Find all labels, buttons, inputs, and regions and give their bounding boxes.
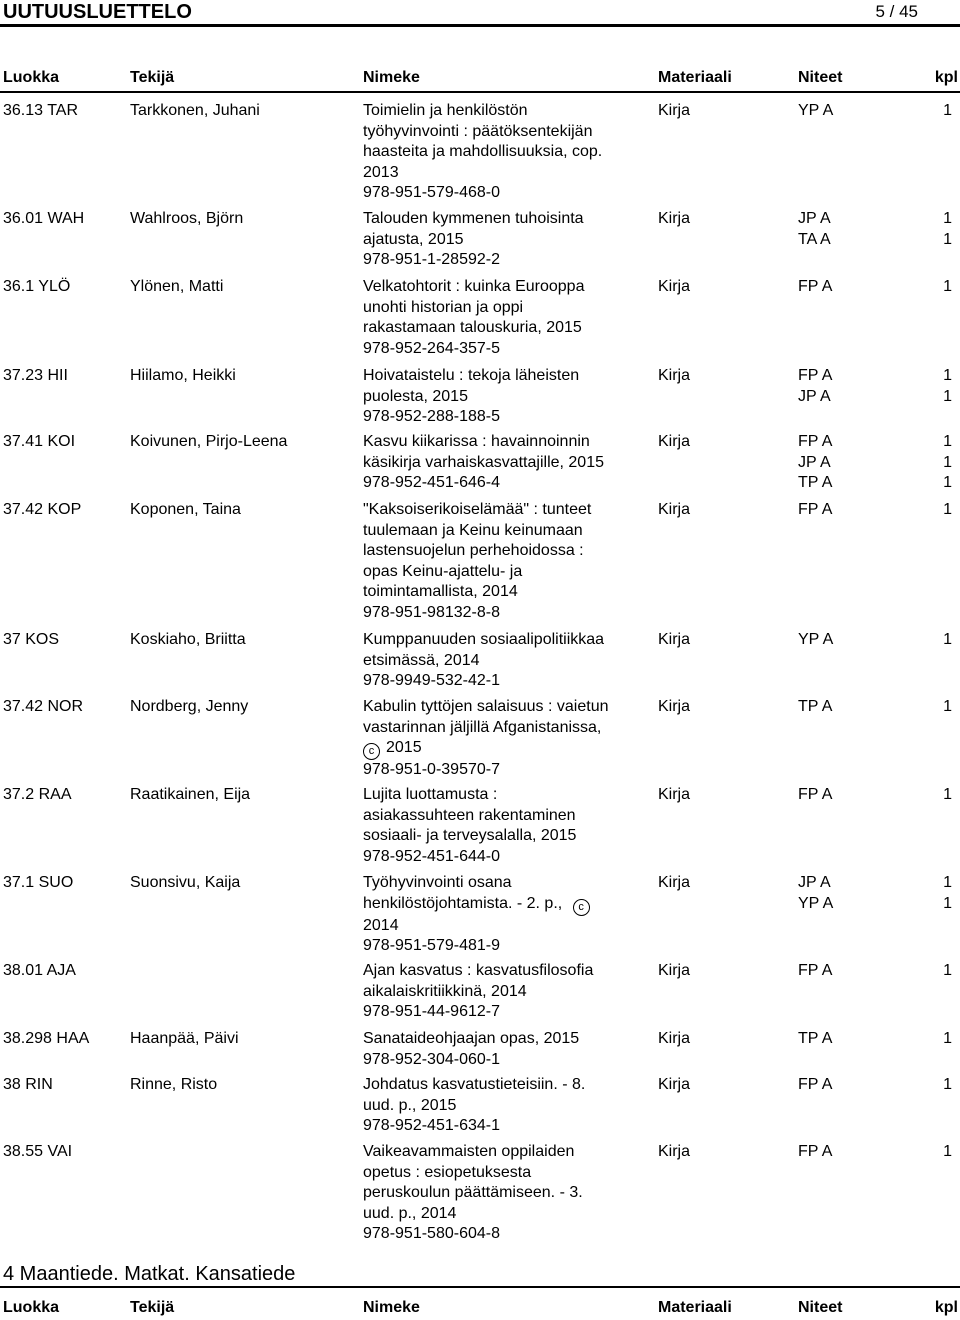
author: Rinne, Risto: [130, 1076, 218, 1093]
title-block: [363, 697, 653, 781]
isbn: 978-951-1-28592-2: [363, 251, 500, 269]
copies-location: [798, 1142, 832, 1163]
material-type: Kirja: [658, 367, 691, 384]
title-line: Velkatohtorit : kuinka Eurooppa: [363, 278, 585, 295]
copy-count-value: 1: [943, 631, 952, 648]
author: Wahlroos, Björn: [130, 210, 244, 227]
author: Ylönen, Matti: [130, 278, 224, 295]
copy-count-value: 1: [943, 1076, 952, 1093]
column-header-luokka: Luokka: [3, 1299, 60, 1316]
title-block: [363, 1075, 653, 1137]
material-type: Kirja: [658, 210, 691, 227]
material-type: Kirja: [658, 433, 691, 450]
title-block: [363, 1029, 653, 1070]
column-header-niteet: Niteet: [798, 1299, 843, 1316]
title-line: työhyvinvointi : päätöksentekijän: [363, 122, 593, 140]
copy-location: FP A: [798, 786, 833, 803]
section-rule: [0, 1286, 960, 1288]
material-type: Kirja: [658, 278, 691, 295]
title-line: lastensuojelun perhehoidossa :: [363, 542, 584, 560]
copies-location: [798, 500, 832, 521]
isbn: 978-951-580-604-8: [363, 1225, 500, 1243]
class-code: 37.41 KOI: [3, 433, 76, 450]
copy-count-value: 1: [943, 474, 952, 492]
copy-count-value: 1: [943, 387, 952, 405]
title-block: [363, 500, 653, 624]
copy-count: [943, 209, 952, 250]
author: Hiilamo, Heikki: [130, 367, 236, 384]
column-header-materiaali: Materiaali: [658, 1299, 732, 1316]
copy-count-value: 1: [943, 102, 952, 119]
copy-count: [943, 101, 952, 122]
material-type: Kirja: [658, 962, 691, 979]
material-type: Kirja: [658, 698, 691, 715]
title-line: unohti historian ja oppi: [363, 298, 524, 316]
copy-location: FP A: [798, 1143, 833, 1160]
title-line: Johdatus kasvatustieteisiin. - 8.: [363, 1076, 586, 1093]
title-line: Työhyvinvointi osana: [363, 874, 512, 891]
copy-location: TP A: [798, 1030, 833, 1047]
copies-location: [798, 697, 832, 718]
copy-location: FP A: [798, 501, 833, 518]
copy-location: TA A: [798, 230, 831, 248]
title-line: 2014: [363, 916, 399, 934]
class-code: 37.42 NOR: [3, 698, 84, 715]
title-line: Toimielin ja henkilöstön: [363, 102, 528, 119]
title-block: [363, 432, 653, 494]
class-code: 38.298 HAA: [3, 1030, 90, 1047]
title-line: uud. p., 2014: [363, 1204, 457, 1222]
copy-count-value: 1: [943, 367, 952, 384]
isbn: 978-952-451-646-4: [363, 474, 500, 492]
copy-location: JP A: [798, 210, 831, 227]
copies-location: [798, 961, 832, 982]
copy-location: YP A: [798, 102, 834, 119]
copy-count: [943, 961, 952, 982]
title-text: henkilöstöjohtamista. - 2. p.,: [363, 894, 567, 912]
title-line: rakastamaan talouskuria, 2015: [363, 319, 582, 337]
column-header-tekija: Tekijä: [130, 69, 175, 86]
author: Koskiaho, Briitta: [130, 631, 246, 648]
title-line: Kabulin tyttöjen salaisuus : vaietun: [363, 698, 609, 715]
copies-location: [798, 209, 831, 250]
class-code: 37.42 KOP: [3, 501, 82, 518]
title-line: [363, 738, 653, 760]
copy-location: FP A: [798, 433, 833, 450]
copies-location: [798, 630, 833, 651]
page-title: UUTUUSLUETTELO: [3, 1, 192, 23]
copyright-icon: c: [363, 743, 380, 760]
copy-count-value: 1: [943, 874, 952, 891]
author: Koponen, Taina: [130, 501, 241, 518]
author: Koivunen, Pirjo-Leena: [130, 433, 288, 450]
class-code: 37.2 RAA: [3, 786, 72, 803]
title-line: Lujita luottamusta :: [363, 786, 498, 803]
material-type: Kirja: [658, 631, 691, 648]
isbn: 978-952-304-060-1: [363, 1050, 500, 1068]
isbn: 978-9949-532-42-1: [363, 672, 500, 690]
copy-count-value: 1: [943, 1030, 952, 1047]
title-line: "Kaksoiserikoiselämää" : tunteet: [363, 501, 592, 518]
title-block: [363, 1142, 653, 1245]
title-line: tuulemaan ja Keinu keinumaan: [363, 521, 583, 539]
title-line: Ajan kasvatus : kasvatusfilosofia: [363, 962, 594, 979]
copyright-icon: c: [573, 899, 590, 916]
copy-location: JP A: [798, 387, 831, 405]
copies-location: [798, 101, 833, 122]
title-line: sosiaali- ja terveysalalla, 2015: [363, 827, 577, 845]
title-line: Kasvu kiikarissa : havainnoinnin: [363, 433, 590, 450]
title-line: aikalaiskritiikkinä, 2014: [363, 982, 527, 1000]
title-line: Kumppanuuden sosiaalipolitiikkaa: [363, 631, 605, 648]
copy-location: JP A: [798, 453, 831, 471]
column-header-kpl: kpl: [934, 1299, 958, 1316]
author: Nordberg, Jenny: [130, 698, 249, 715]
title-line: Sanataideohjaajan opas, 2015: [363, 1030, 580, 1047]
title-line: puolesta, 2015: [363, 387, 468, 405]
title-line: vastarinnan jäljillä Afganistanissa,: [363, 718, 602, 736]
column-header-tekija: Tekijä: [130, 1299, 175, 1316]
copy-count-value: 1: [943, 278, 952, 295]
title-line: käsikirja varhaiskasvattajille, 2015: [363, 453, 604, 471]
title-block: [363, 366, 653, 428]
author: Tarkkonen, Juhani: [130, 102, 260, 119]
title-block: [363, 101, 653, 204]
title-block: [363, 277, 653, 359]
copy-location: FP A: [798, 962, 833, 979]
column-header-kpl: kpl: [934, 69, 958, 86]
copy-count: [943, 873, 952, 914]
copy-count-value: 1: [943, 962, 952, 979]
title-line: Hoivataistelu : tekoja läheisten: [363, 367, 580, 384]
section-heading: 4 Maantiede. Matkat. Kansatiede: [3, 1263, 296, 1285]
title-line: Vaikeavammaisten oppilaiden: [363, 1143, 575, 1160]
copy-count: [943, 630, 952, 651]
author: Suonsivu, Kaija: [130, 874, 241, 891]
class-code: 37.1 SUO: [3, 874, 74, 891]
class-code: 36.13 TAR: [3, 102, 79, 119]
author: Haanpää, Päivi: [130, 1030, 239, 1047]
title-line: haasteita ja mahdollisuuksia, cop.: [363, 143, 603, 161]
title-line: toimintamallista, 2014: [363, 583, 518, 601]
column-header-nimeke: Nimeke: [363, 69, 420, 86]
isbn: 978-951-0-39570-7: [363, 761, 500, 779]
copy-location: YP A: [798, 894, 834, 912]
copy-count: [943, 432, 952, 494]
column-header-rule: [0, 91, 960, 93]
copy-count-value: 1: [943, 453, 952, 471]
title-line: [363, 894, 653, 916]
copy-count-value: 1: [943, 786, 952, 803]
class-code: 38.01 AJA: [3, 962, 76, 979]
title-line: Talouden kymmenen tuhoisinta: [363, 210, 584, 227]
title-line: uud. p., 2015: [363, 1096, 457, 1114]
title-line: asiakassuhteen rakentaminen: [363, 806, 576, 824]
material-type: Kirja: [658, 786, 691, 803]
copy-location: FP A: [798, 1076, 833, 1093]
title-block: [363, 961, 653, 1023]
isbn: 978-952-451-644-0: [363, 847, 500, 865]
copy-count: [943, 785, 952, 806]
class-code: 36.1 YLÖ: [3, 278, 71, 295]
isbn: 978-951-579-481-9: [363, 937, 500, 955]
material-type: Kirja: [658, 1030, 691, 1047]
column-header-materiaali: Materiaali: [658, 69, 732, 86]
copies-location: [798, 1029, 832, 1050]
title-block: [363, 630, 653, 692]
isbn: 978-952-288-188-5: [363, 408, 500, 426]
material-type: Kirja: [658, 1143, 691, 1160]
copy-count-value: 1: [943, 501, 952, 518]
material-type: Kirja: [658, 874, 691, 891]
copy-count: [943, 366, 952, 407]
material-type: Kirja: [658, 501, 691, 518]
isbn: 978-952-451-634-1: [363, 1117, 500, 1135]
copy-count: [943, 277, 952, 298]
copy-location: FP A: [798, 278, 833, 295]
copy-location: YP A: [798, 631, 834, 648]
title-line: 2013: [363, 163, 399, 181]
class-code: 38.55 VAI: [3, 1143, 73, 1160]
header-rule: [0, 24, 960, 27]
copy-count-value: 1: [943, 230, 952, 248]
isbn: 978-951-579-468-0: [363, 184, 500, 202]
author: Raatikainen, Eija: [130, 786, 251, 803]
title-line: etsimässä, 2014: [363, 651, 480, 669]
isbn: 978-951-44-9612-7: [363, 1003, 500, 1021]
page-number: 5 / 45: [875, 2, 918, 21]
copies-location: [798, 873, 833, 914]
title-line: ajatusta, 2015: [363, 230, 464, 248]
copy-count-value: 1: [943, 894, 952, 912]
title-line: peruskoulun päättämiseen. - 3.: [363, 1184, 583, 1202]
copy-count-value: 1: [943, 210, 952, 227]
copy-count-value: 1: [943, 433, 952, 450]
copy-location: TP A: [798, 698, 833, 715]
copies-location: [798, 277, 832, 298]
isbn: 978-951-98132-8-8: [363, 603, 500, 621]
title-text: 2015: [386, 739, 422, 757]
title-block: [363, 785, 653, 867]
column-header-luokka: Luokka: [3, 69, 60, 86]
copy-count: [943, 1029, 952, 1050]
copy-count-value: 1: [943, 698, 952, 715]
copy-location: JP A: [798, 874, 831, 891]
copies-location: [798, 785, 832, 806]
title-block: [363, 209, 653, 271]
copies-location: [798, 1075, 832, 1096]
title-block: [363, 873, 653, 957]
copy-count-value: 1: [943, 1143, 952, 1160]
class-code: 37 KOS: [3, 631, 60, 648]
title-line: opas Keinu-ajattelu- ja: [363, 562, 523, 580]
copies-location: [798, 366, 832, 407]
copy-count: [943, 697, 952, 718]
copy-location: TP A: [798, 474, 833, 492]
class-code: 36.01 WAH: [3, 210, 85, 227]
title-line: opetus : esiopetuksesta: [363, 1163, 532, 1181]
copies-location: [798, 432, 832, 494]
copy-count: [943, 1142, 952, 1163]
material-type: Kirja: [658, 1076, 691, 1093]
copy-count: [943, 1075, 952, 1096]
column-header-nimeke: Nimeke: [363, 1299, 420, 1316]
column-header-niteet: Niteet: [798, 69, 843, 86]
material-type: Kirja: [658, 102, 691, 119]
copy-count: [943, 500, 952, 521]
class-code: 38 RIN: [3, 1076, 53, 1093]
isbn: 978-952-264-357-5: [363, 339, 500, 357]
class-code: 37.23 HII: [3, 367, 68, 384]
copy-location: FP A: [798, 367, 833, 384]
